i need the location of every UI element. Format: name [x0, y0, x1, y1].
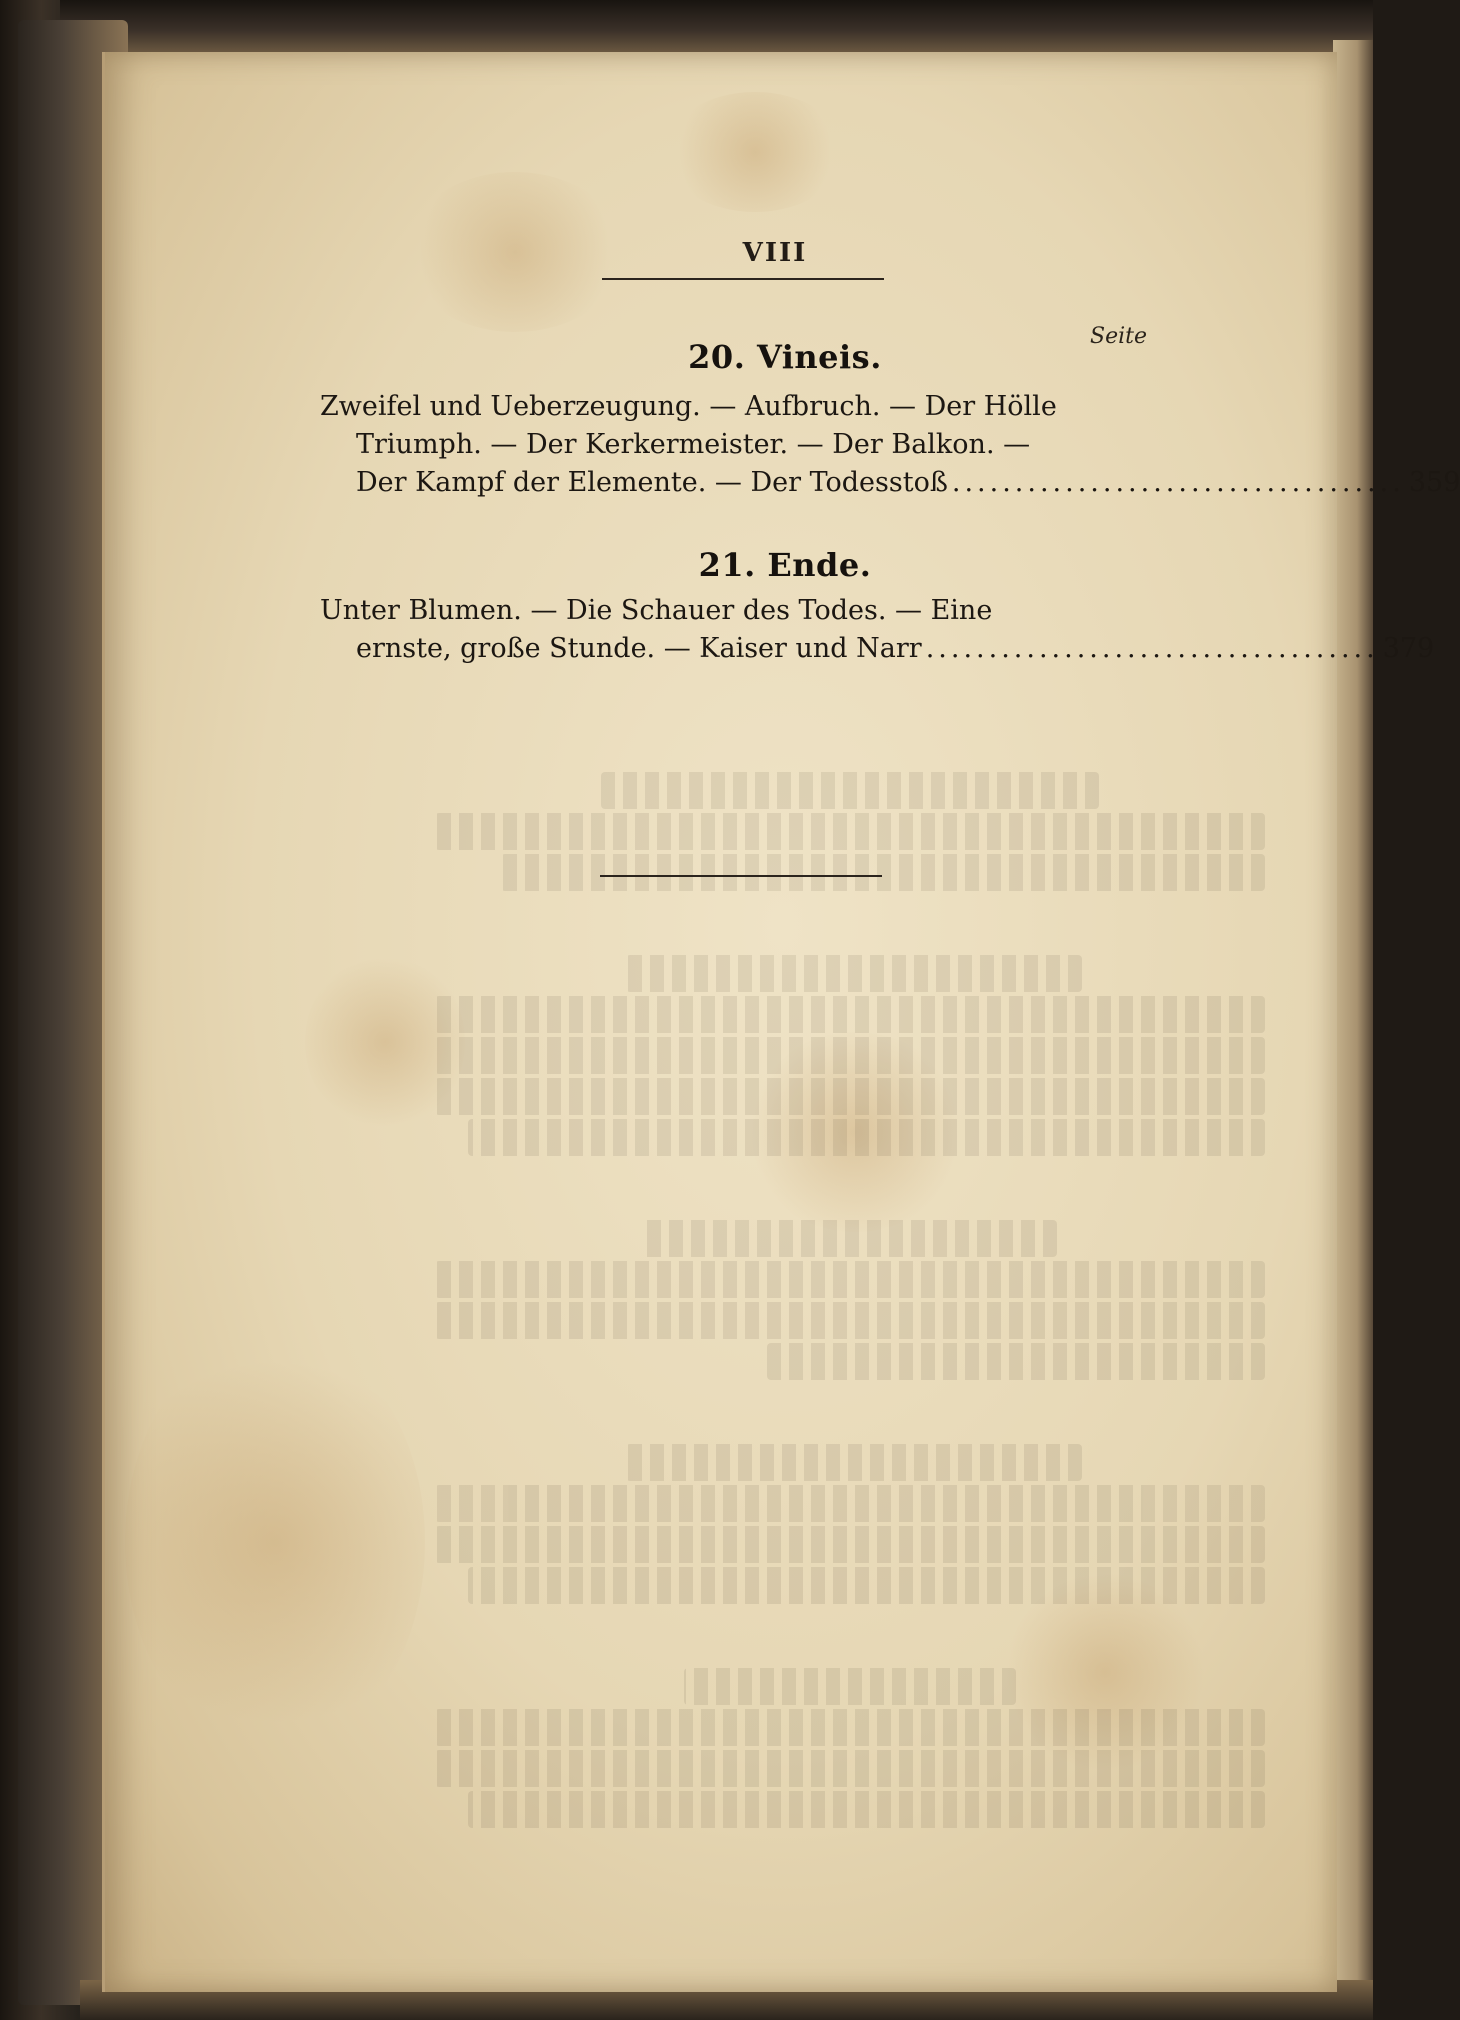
chapter-summary [320, 592, 1435, 668]
summary-line-text: ernste, große Stunde. — Kaiser und Narr [356, 633, 922, 664]
leader-dots: .................................... [951, 467, 1405, 498]
summary-line: Zweifel und Ueberzeugung. — Aufbruch. — Der Hölle [320, 391, 1057, 422]
summary-line-text: Der Kampf der Elemente. — Der Todesstoß [356, 467, 948, 498]
header-rule [602, 278, 884, 280]
page-number: VIII [742, 238, 808, 268]
summary-line: Triumph. — Der Kerkermeister. — Der Balkon. — [356, 429, 1031, 460]
chapter-title: 21. Ende. [698, 546, 872, 584]
summary-line [320, 464, 1460, 502]
book-page [102, 52, 1460, 1992]
page-reference: 379 [1382, 633, 1435, 664]
footer-rule [600, 875, 882, 877]
chapter-summary [320, 388, 1460, 502]
chapter-title: 20. Vineis. [688, 338, 882, 376]
cover-top-edge [60, 0, 1373, 60]
page-reference: 359 [1408, 467, 1460, 498]
leader-dots: .................................... [925, 633, 1379, 664]
summary-line: Unter Blumen. — Die Schauer des Todes. — Eine [320, 595, 993, 626]
page-column-label: Seite [1090, 324, 1147, 349]
page-stack-edge [1333, 40, 1373, 2000]
summary-line [320, 630, 1435, 668]
page-content [105, 52, 1460, 1992]
